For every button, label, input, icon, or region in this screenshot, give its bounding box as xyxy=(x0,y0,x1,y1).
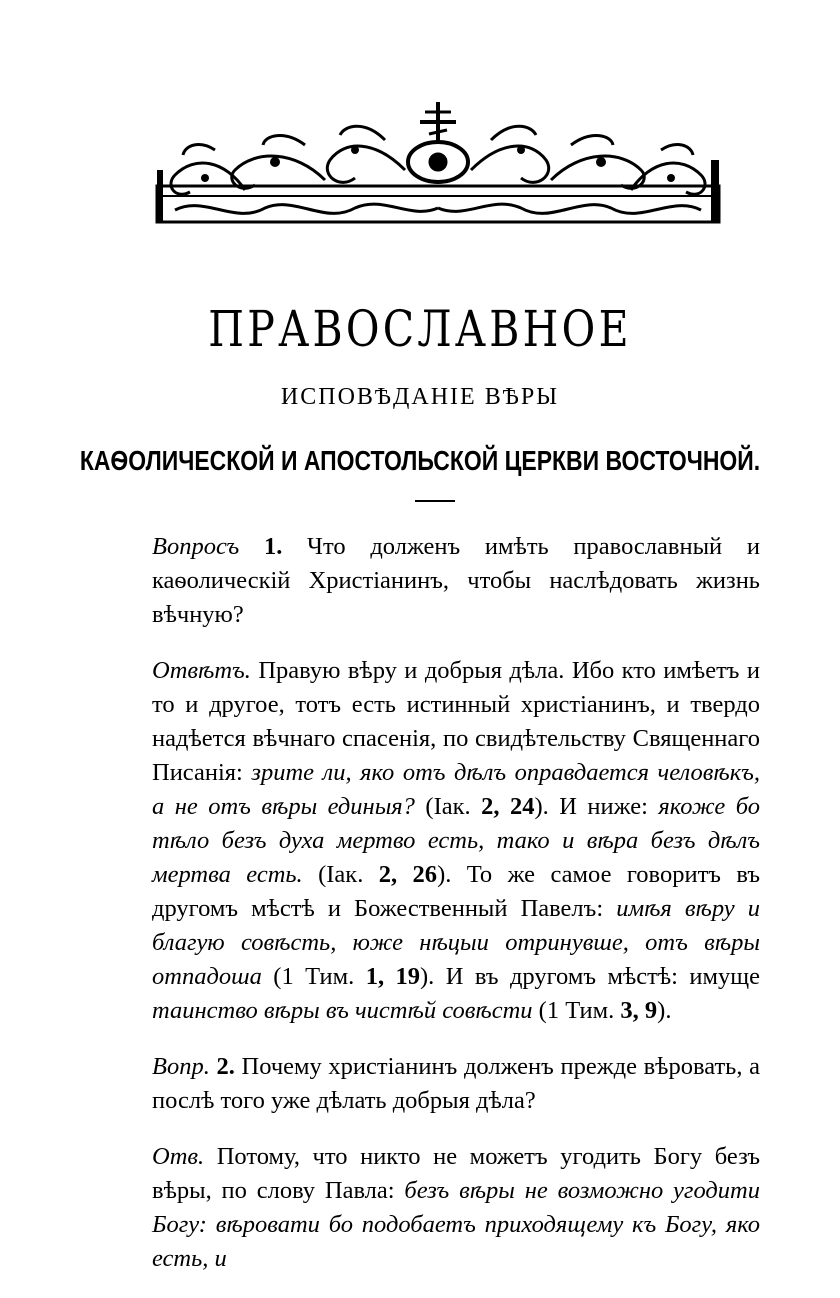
answer-1-ref-1-num: 2, 24 xyxy=(481,793,535,820)
answer-1-ref-1: (Іак. xyxy=(414,793,482,820)
answer-1-quote-1: зрите ли, яко отъ дѣлъ оправдается человѣкъ, а не отъ вѣры единыя? xyxy=(152,759,760,820)
page-subtitle: ИСПОВѢДАНІЕ ВѢРЫ xyxy=(280,384,560,410)
question-2-number: 2. xyxy=(216,1053,235,1080)
answer-1 xyxy=(152,654,760,1028)
answer-1-ref-3-num: 1, 19 xyxy=(365,963,421,990)
answer-2 xyxy=(152,1140,760,1276)
church-heading: КАѲОЛИЧЕСКОЙ И АПОСТОЛЬСКОЙ ЦЕРКВИ ВОСТОЧНОЙ. xyxy=(79,445,761,476)
answer-1-text-4: ). И въ другомъ мѣстѣ: имуще xyxy=(420,963,760,990)
answer-1-quote-3: имѣя вѣру и благую совѣсть, юже нѣцыи отринувше, отъ вѣры отпадоша xyxy=(152,895,760,990)
answer-1-label: Отвѣтъ. xyxy=(152,657,251,684)
answer-1-quote-4: таинство вѣры въ чистѣй совѣсти xyxy=(152,997,533,1024)
question-2-label: Вопр. xyxy=(152,1053,210,1080)
answer-1-text-5: ). xyxy=(657,997,672,1024)
answer-1-ref-3: (1 Тим. xyxy=(261,963,366,990)
question-2 xyxy=(152,1050,760,1118)
answer-1-ref-4: (1 Тим. xyxy=(532,997,621,1024)
question-1-number: 1. xyxy=(263,533,283,560)
answer-2-label: Отв. xyxy=(152,1143,205,1170)
answer-2-text-1: Потому, что никто не можетъ угодить Богу безъ вѣры, по слову Павла: xyxy=(152,1143,760,1204)
answer-1-text-1: Правую вѣру и добрыя дѣла. Ибо кто имѣетъ и то и другое, тотъ есть истинный христіанинъ, и твердо надѣется вѣчнаго спасенія, по свидѣтельству Священнаго Писанія: xyxy=(152,657,760,786)
answer-1-quote-2: якоже бо тѣло безъ духа мертво есть, тако и вѣра безъ дѣлъ мертва есть. xyxy=(152,793,760,888)
answer-1-ref-2: (Іак. xyxy=(302,861,379,888)
answer-1-ref-4-num: 3, 9 xyxy=(620,997,658,1024)
question-1-label: Вопросъ xyxy=(152,533,240,560)
catechism-text xyxy=(152,530,760,1298)
answer-1-ref-2-num: 2, 26 xyxy=(378,861,438,888)
question-1-text: Что долженъ имѣть православный и каѳолическій Христіанинъ, чтобы наслѣдовать жизнь вѣчную? xyxy=(152,533,760,628)
answer-2-quote-1: безъ вѣры не возможно угодити Богу: вѣровати бо подобаетъ приходящему къ Богу, яко есть, и xyxy=(152,1177,760,1272)
answer-1-text-3: ). То же самое говоритъ въ другомъ мѣстѣ и Божественный Павелъ: xyxy=(152,861,760,922)
question-1 xyxy=(152,530,760,632)
answer-1-text-2: ). И ниже: xyxy=(534,793,659,820)
ornament-vignette-icon xyxy=(155,100,721,228)
page-title: ПРАВОСЛАВНОЕ xyxy=(208,300,632,358)
divider xyxy=(415,500,455,502)
question-2-text: Почему христіанинъ долженъ прежде вѣровать, а послѣ того уже дѣлать добрыя дѣла? xyxy=(152,1053,760,1114)
